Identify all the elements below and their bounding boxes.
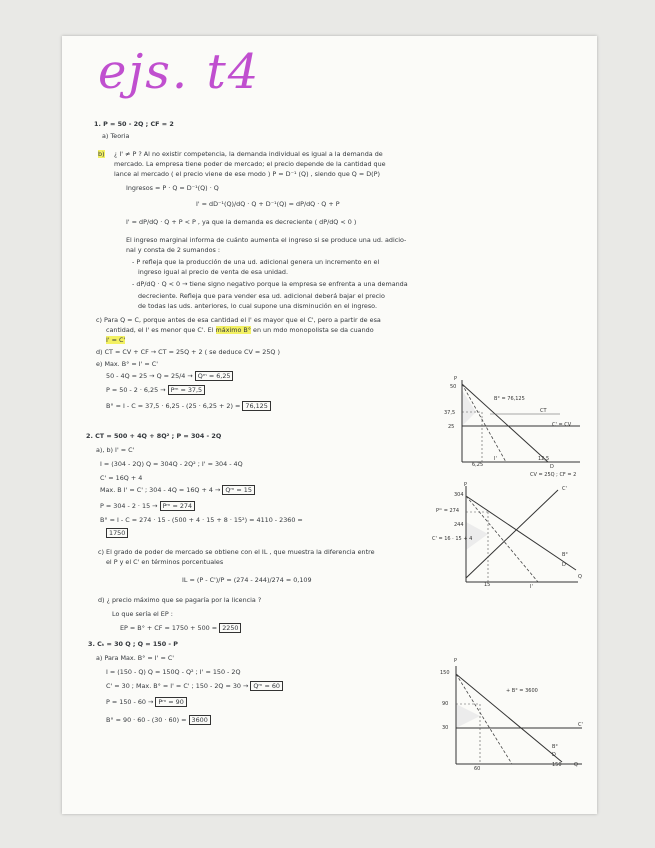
ex1-b11: - dP/dQ · Q < 0 → tiene signo negativo porque la empresa se enfrenta a una demanda xyxy=(132,280,408,288)
page-title: ejs. t4 xyxy=(98,44,261,100)
graph2-x15: 15 xyxy=(484,582,491,588)
graph1-sketch xyxy=(450,376,590,466)
ex3-header: 3. Cₜ = 30 Q ; Q = 150 - P xyxy=(88,640,178,648)
ex1-b8: nal y consta de 2 sumandos : xyxy=(126,246,221,254)
ex3-a3 xyxy=(106,682,283,690)
ex1-e3 xyxy=(106,386,205,394)
graph3-y150: 150 xyxy=(440,670,450,676)
graph2-c-label: C' xyxy=(562,486,567,492)
graph3-d-label: D xyxy=(552,752,556,758)
graph3-x150: 150 xyxy=(552,762,562,768)
graph1-y25: 25 xyxy=(448,424,455,430)
ex1-e2 xyxy=(106,372,233,380)
ex1-b-label-text: b) xyxy=(98,150,105,158)
ex1-b2: mercado. La empresa tiene poder de mercado; el precio depende de la cantidad que xyxy=(114,160,386,168)
graph1-p-label: P xyxy=(454,376,458,382)
ex1-header: 1. P = 50 - 2Q ; CF = 2 xyxy=(94,120,174,128)
graph2-y244: 244 xyxy=(454,522,464,528)
ex1-e2-box: Qᵐ = 6,25 xyxy=(195,371,234,381)
ex1-b7: El ingreso marginal informa de cuánto aumenta el ingreso si se produce una ud. adicio- xyxy=(126,236,407,244)
graph1-y50: 50 xyxy=(450,384,457,390)
ex3-a5 xyxy=(106,716,211,724)
ex3-a5-box: 3600 xyxy=(189,715,211,725)
graph3-x60: 60 xyxy=(474,766,481,772)
ex2-l3 xyxy=(100,486,255,494)
graph2-y304: 304 xyxy=(454,492,464,498)
graph1-cc-label: C' = CV xyxy=(552,422,572,428)
ex1-e4-text: B° = I - C = 37,5 · 6,25 - (25 · 6,25 + 2) = xyxy=(106,402,241,410)
ex1-c3 xyxy=(106,336,125,344)
ex2-d3 xyxy=(120,624,241,632)
graph2-ip-label: I' xyxy=(530,584,533,590)
graph1-ip-label: I' xyxy=(494,456,497,462)
ex2-l5: B° = I - C = 274 · 15 - (500 + 4 · 15 + 8 · 15²) = 4110 - 2360 = xyxy=(100,516,303,524)
ex2-l4-box: Pᵐ = 274 xyxy=(160,501,195,511)
ex2-l3-text: Max. B I' = C' ; 304 - 4Q = 16Q + 4 → xyxy=(100,486,221,494)
ex2-c2: el P y el C' en términos porcentuales xyxy=(106,558,224,566)
graph3-p-label: P xyxy=(454,658,458,664)
graph3-y30: 30 xyxy=(442,725,449,731)
ex2-c1: c) El grado de poder de mercado se obtiene con el IL , que muestra la diferencia entre xyxy=(98,548,375,556)
graph3-y90: 90 xyxy=(442,701,449,707)
ex2-d2: Lo que sería el EP : xyxy=(112,610,173,618)
ex1-c2-highlight: máximo B° xyxy=(215,326,251,334)
ex2-ab: a), b) I' = C' xyxy=(96,446,135,454)
graph3-bb-label: B° xyxy=(552,744,558,750)
ex2-c3: IL = (P - C')/P = (274 - 244)/274 = 0,109 xyxy=(182,576,312,584)
ex2-l3-box: Qᵐ = 15 xyxy=(222,485,255,495)
ex1-b6: I' = dP/dQ · Q + P < P , ya que la demanda es decreciente ( dP/dQ < 0 ) xyxy=(126,218,357,226)
graph3-q-label: Q xyxy=(574,762,578,768)
ex2-l1: I = (304 - 2Q) Q = 304Q - 2Q² ; I' = 304 - 4Q xyxy=(100,460,243,468)
ex3-a4-text: P = 150 - 60 → xyxy=(106,698,154,706)
graph2-cm: C' = 16 · 15 + 4 xyxy=(432,536,473,542)
ex3-a4-box: Pᵐ = 90 xyxy=(155,697,186,707)
ex2-l4 xyxy=(100,502,195,510)
ex1-b9: - P refleja que la producción de una ud. adicional genera un incremento en el xyxy=(132,258,380,266)
ex2-d3-box: 2250 xyxy=(219,623,241,633)
graph2-d-label: D xyxy=(562,562,566,568)
ex1-c1: c) Para Q = C, porque antes de esa cantidad el I' es mayor que el C', pero a partir de esa xyxy=(96,316,381,324)
graph2-b-label: B° xyxy=(562,552,568,558)
ex3-a3-text: C' = 30 ; Max. B° = I' = C' ; 150 - 2Q = 30 → xyxy=(106,682,249,690)
ex1-b3: lance al mercado ( el precio viene de ese modo ) P = D⁻¹ (Q) , siendo que Q = D(P) xyxy=(114,170,381,178)
ex1-b-label xyxy=(98,150,105,158)
graph1-d-label: D xyxy=(550,464,554,470)
graph1-y37: 37,5 xyxy=(444,410,456,416)
graph2-pm: Pᵐ = 274 xyxy=(436,508,460,514)
ex3-a3-box: Qᵐ = 60 xyxy=(250,681,283,691)
ex2-l6 xyxy=(106,529,128,537)
ex1-e2-text: 50 - 4Q = 25 → Q = 25/4 → xyxy=(106,372,193,380)
graph1-f-label: CV = 25Q ; CF = 2 xyxy=(530,472,577,478)
graph2-q-label: Q xyxy=(578,574,582,580)
graph1-x125: 12,5 xyxy=(538,456,550,462)
ex3-a2: I = (150 - Q) Q = 150Q - Q² ; I' = 150 - 2Q xyxy=(106,668,241,676)
ex1-e4-box: 76,125 xyxy=(242,401,270,411)
ex3-a4 xyxy=(106,698,187,706)
ex1-e3-box: Pᵐ = 37,5 xyxy=(168,385,205,395)
graph3-sketch xyxy=(442,662,592,772)
ex1-b10: ingreso igual al precio de venta de esa unidad. xyxy=(138,268,289,276)
graph1-b-label: B° = 76,125 xyxy=(494,396,525,402)
ex1-c3-highlight: I' = C' xyxy=(106,336,126,344)
ex1-e1: e) Max. B° = I' = C' xyxy=(96,360,159,368)
ex1-c2 xyxy=(106,326,374,334)
ex3-a5-text: B° = 90 · 60 - (30 · 60) = xyxy=(106,716,187,724)
ex2-l6-box: 1750 xyxy=(106,528,128,538)
graph1-x625: 6,25 xyxy=(472,462,484,468)
graph3-area xyxy=(456,704,480,728)
ex1-a: a) Teoria xyxy=(102,132,130,140)
ex1-d: d) CT = CV + CF → CT = 25Q + 2 ( se deduce CV = 25Q ) xyxy=(96,348,280,356)
ex2-d1: d) ¿ precio máximo que se pagaría por la licencia ? xyxy=(98,596,262,604)
ex1-e3-text: P = 50 - 2 · 6,25 → xyxy=(106,386,166,394)
ex1-b1: ¿ I' ≠ P ? Al no existir competencia, la demanda individual es igual a la demanda de xyxy=(114,150,383,158)
notebook-page xyxy=(62,36,597,814)
ex1-b4: Ingresos = P · Q = D⁻¹(Q) · Q xyxy=(126,184,219,192)
ex1-c2-text: cantidad, el I' es menor que C'. El xyxy=(106,326,214,334)
ex1-b5: I' = dD⁻¹(Q)/dQ · Q + D⁻¹(Q) = dP/dQ · Q + P xyxy=(196,200,340,208)
ex1-c2-text-b: en un mdo monopolista se da cuando xyxy=(253,326,374,334)
ex2-header: 2. CT = 500 + 4Q + 8Q² ; P = 304 - 2Q xyxy=(86,432,222,440)
ex2-d3-text: EP = B° + CF = 1750 + 500 = xyxy=(120,624,218,632)
ex1-e4 xyxy=(106,402,271,410)
graph2-p-label: P xyxy=(464,482,468,488)
ex1-b13: de todas las uds. anteriores, lo cual supone una disminución en el ingreso. xyxy=(138,302,378,310)
graph3-c-label: C' xyxy=(578,722,583,728)
graph1-ct-label: CT xyxy=(540,408,547,414)
graph3-b-label: + B° = 3600 xyxy=(506,688,538,694)
ex2-l2: C' = 16Q + 4 xyxy=(100,474,143,482)
ex1-b12: decreciente. Refleja que para vender esa ud. adicional deberá bajar el precio xyxy=(138,292,385,300)
ex2-l4-text: P = 304 - 2 · 15 → xyxy=(100,502,158,510)
ex3-a1: a) Para Max. B° = I' = C' xyxy=(96,654,175,662)
